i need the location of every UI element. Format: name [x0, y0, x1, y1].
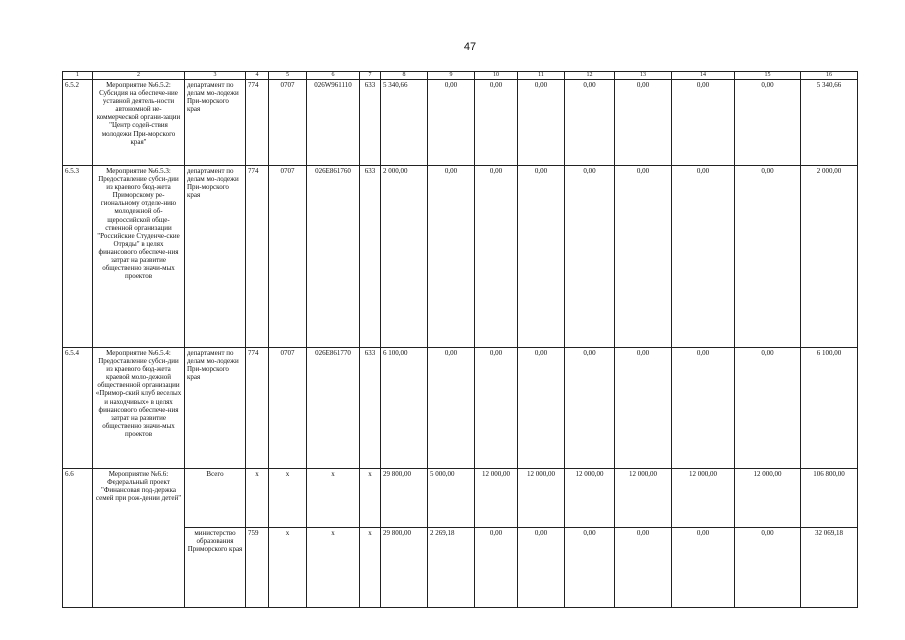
cell-c16: 5 340,66 — [801, 80, 858, 166]
column-header: 15 — [735, 72, 801, 80]
cell-c15: 0,00 — [735, 166, 801, 348]
row-number: 6.5.4 — [63, 348, 93, 469]
cell-c11: 0,00 — [518, 80, 565, 166]
cell-c16: 2 000,00 — [801, 166, 858, 348]
event-description: Мероприятие №6.5.4: Предоставление субси-дии из краевого бюд-жета краевой моло-дежной общественной организации «Примор-ский клуб веселых и находчивых» в целях финансового обеспече-ния затрат на развитие общественно значи-мых проектов — [93, 348, 185, 469]
column-header: 1 — [63, 72, 93, 80]
cell-c12: 0,00 — [565, 80, 615, 166]
table-row — [63, 469, 858, 528]
table-row — [63, 80, 858, 166]
cell-c4: 774 — [246, 166, 269, 348]
cell-c6: 026E861770 — [307, 348, 360, 469]
event-description: Мероприятие №6.6: Федеральный проект "Финансовая под-держка семей при рож-дении детей" — [93, 469, 185, 608]
cell-c9: 0,00 — [428, 348, 475, 469]
column-header: 6 — [307, 72, 360, 80]
cell-c16: 6 100,00 — [801, 348, 858, 469]
executor-cell: Всего — [185, 469, 246, 528]
cell-c5: 0707 — [269, 348, 307, 469]
column-header: 10 — [475, 72, 518, 80]
cell-c6: 026W961110 — [307, 80, 360, 166]
column-header: 14 — [672, 72, 735, 80]
column-header: 2 — [93, 72, 185, 80]
cell-c9: 0,00 — [428, 80, 475, 166]
column-header: 12 — [565, 72, 615, 80]
cell-c7: 633 — [360, 348, 381, 469]
column-header: 5 — [269, 72, 307, 80]
cell-c4: 774 — [246, 80, 269, 166]
executor-cell: департамент по делам мо-лодежи При-морского края — [185, 348, 246, 469]
cell-c12: 12 000,00 — [565, 469, 615, 528]
column-header: 13 — [615, 72, 672, 80]
cell-c14: 0,00 — [672, 80, 735, 166]
cell-c6: x — [307, 469, 360, 528]
cell-c6: 026E861760 — [307, 166, 360, 348]
cell-c13: 0,00 — [615, 166, 672, 348]
column-header: 3 — [185, 72, 246, 80]
executor-cell: департамент по делам мо-лодежи При-морского края — [185, 80, 246, 166]
cell-c6: x — [307, 528, 360, 608]
budget-table — [62, 71, 858, 608]
cell-c7: x — [360, 469, 381, 528]
cell-c4: x — [246, 469, 269, 528]
cell-c14: 0,00 — [672, 166, 735, 348]
row-number: 6.5.3 — [63, 166, 93, 348]
executor-cell: министерство образования Приморского края — [185, 528, 246, 608]
cell-c4: 774 — [246, 348, 269, 469]
cell-c13: 0,00 — [615, 348, 672, 469]
row-number: 6.5.2 — [63, 80, 93, 166]
cell-c10: 0,00 — [475, 80, 518, 166]
cell-c8: 2 000,00 — [381, 166, 428, 348]
column-header: 8 — [381, 72, 428, 80]
header-row — [63, 72, 858, 80]
cell-c15: 0,00 — [735, 348, 801, 469]
column-header: 4 — [246, 72, 269, 80]
cell-c15: 0,00 — [735, 528, 801, 608]
cell-c5: x — [269, 528, 307, 608]
cell-c10: 0,00 — [475, 348, 518, 469]
cell-c14: 0,00 — [672, 528, 735, 608]
cell-c8: 5 340,66 — [381, 80, 428, 166]
executor-cell: департамент по делам мо-лодежи При-морского края — [185, 166, 246, 348]
cell-c9: 2 269,18 — [428, 528, 475, 608]
event-description: Мероприятие №6.5.2: Субсидия на обеспече-ние уставной деятель-ности автономной не-коммерческой органи-зации "Центр содей-ствия молодежи При-морского края" — [93, 80, 185, 166]
cell-c16: 106 800,00 — [801, 469, 858, 528]
cell-c15: 0,00 — [735, 80, 801, 166]
cell-c11: 0,00 — [518, 166, 565, 348]
column-header: 11 — [518, 72, 565, 80]
cell-c13: 0,00 — [615, 80, 672, 166]
cell-c7: x — [360, 528, 381, 608]
cell-c14: 0,00 — [672, 348, 735, 469]
cell-c16: 32 069,18 — [801, 528, 858, 608]
cell-c13: 12 000,00 — [615, 469, 672, 528]
cell-c13: 0,00 — [615, 528, 672, 608]
cell-c8: 29 800,00 — [381, 528, 428, 608]
cell-c11: 0,00 — [518, 528, 565, 608]
cell-c4: 759 — [246, 528, 269, 608]
cell-c12: 0,00 — [565, 166, 615, 348]
table-row — [63, 348, 858, 469]
cell-c9: 5 000,00 — [428, 469, 475, 528]
cell-c15: 12 000,00 — [735, 469, 801, 528]
cell-c10: 0,00 — [475, 166, 518, 348]
column-header: 9 — [428, 72, 475, 80]
cell-c9: 0,00 — [428, 166, 475, 348]
event-description: Мероприятие №6.5.3: Предоставление субси-дии из краевого бюд-жета Приморскому ре-гиональному отделе-нию молодежной об-щероссийской обще-ственной организации "Российские Студенче-ские Отряды" в целях финансового обеспече-ния затрат на развитие общественно значи-мых проектов — [93, 166, 185, 348]
row-number: 6.6 — [63, 469, 93, 608]
cell-c7: 633 — [360, 80, 381, 166]
column-header: 16 — [801, 72, 858, 80]
page-number: 47 — [463, 41, 477, 53]
cell-c12: 0,00 — [565, 528, 615, 608]
cell-c8: 6 100,00 — [381, 348, 428, 469]
cell-c12: 0,00 — [565, 348, 615, 469]
cell-c10: 0,00 — [475, 528, 518, 608]
cell-c5: 0707 — [269, 166, 307, 348]
cell-c5: 0707 — [269, 80, 307, 166]
cell-c11: 12 000,00 — [518, 469, 565, 528]
column-header: 7 — [360, 72, 381, 80]
cell-c8: 29 800,00 — [381, 469, 428, 528]
cell-c11: 0,00 — [518, 348, 565, 469]
cell-c5: x — [269, 469, 307, 528]
cell-c10: 12 000,00 — [475, 469, 518, 528]
cell-c14: 12 000,00 — [672, 469, 735, 528]
table-row — [63, 166, 858, 348]
cell-c7: 633 — [360, 166, 381, 348]
